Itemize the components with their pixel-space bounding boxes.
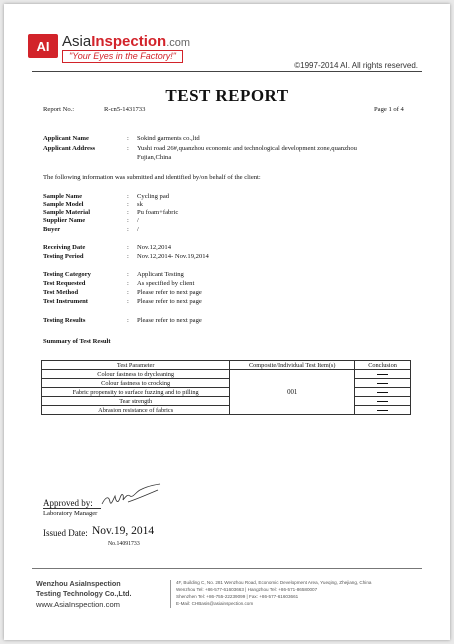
conclusion-dash [377,374,388,375]
colon: : [127,226,129,233]
conclusion-dash [377,401,388,402]
test-instrument-label: Test Instrument [43,298,88,305]
report-page [4,4,450,640]
colon: : [127,135,129,142]
table-row [42,388,411,397]
summary-heading: Summary of Test Result [43,338,111,345]
report-no-label: Report No.: [43,106,75,113]
sample-name-label: Sample Name [43,193,83,200]
footer-company [36,579,132,599]
test-parameter-cell: Tear strength [42,397,230,406]
colon: : [127,289,129,296]
test-items-cell: 001 [230,370,355,415]
table-row [42,397,411,406]
asiainspection-logo-icon [28,34,58,58]
copyright-notice: ©1997-2014 AI. All rights reserved. [294,61,418,70]
test-parameter-cell: Abrasion resistance of fabrics [42,406,230,415]
signature-image [100,482,170,512]
colon: : [127,244,129,251]
logo-tagline: "Your Eyes in the Factory!" [62,50,183,63]
colon: : [127,217,129,224]
test-parameter-cell: Colour fastness to drycleaning [42,370,230,379]
table-header-cell: Composite/Individual Test Item(s) [230,361,355,370]
conclusion-dash [377,410,388,411]
buyer-label: Buyer [43,226,61,233]
footer-company-line1: Wenzhou AsiaInspection [36,579,121,588]
test-requested-label: Test Requested [43,280,86,287]
footer-divider [32,568,422,569]
intro-text: The following information was submitted and identified by/on behalf of the client: [43,174,261,181]
issued-date-value: Nov.19, 2014 [92,525,155,537]
report-title: TEST REPORT [165,86,289,105]
test-parameter-cell: Colour fastness to crocking [42,379,230,388]
logo-wordmark [62,33,190,50]
colon: : [127,209,129,216]
sample-model-label: Sample Model [43,201,84,208]
conclusion-cell [355,388,411,397]
colon: : [127,271,129,278]
colon: : [127,145,129,152]
colon: : [127,317,129,324]
table-row [42,406,411,415]
issued-date-label: Issued Date: [43,528,88,538]
conclusion-cell [355,379,411,388]
receiving-date-label: Receiving Date [43,244,86,251]
sample-material-value: Pu foam+fabric [137,209,179,216]
footer-address-line3: Shenzhen Tel: +86-755-22239099 | Fax: +86-577-61603661 [176,594,299,599]
colon: : [127,280,129,287]
buyer-value: / [137,226,139,233]
test-method-label: Test Method [43,289,79,296]
footer-separator [170,580,171,608]
colon: : [127,298,129,305]
supplier-name-value: / [137,217,139,224]
footer-address-line4: E-Mail: CHBasis@asiainspection.com [176,601,254,606]
signature-line [43,508,101,509]
applicant-address-line1: Yushi road 26#,quanzhou economic and technological development zone,quanzhou [137,145,357,152]
testing-period-label: Testing Period [43,253,84,260]
sample-model-value: sk [137,201,143,208]
footer-website-link[interactable]: www.AsiaInspection.com [36,600,120,609]
colon: : [127,193,129,200]
colon: : [127,253,129,260]
conclusion-dash [377,383,388,384]
testing-results-value: Please refer to next page [137,317,202,324]
page-number: Page 1 of 4 [374,106,404,113]
testing-results-label: Testing Results [43,317,86,324]
conclusion-cell [355,370,411,379]
summary-table [41,360,411,415]
colon: : [127,201,129,208]
table-row [42,379,411,388]
table-row [42,370,411,379]
supplier-name-label: Supplier Name [43,217,86,224]
footer-address-line1: 4F, Building C, No. 281 Wenzhou Road, Economic Development Area, Yueqing, Zhejiang, China [176,580,372,585]
report-no-value: R-cn5-1431733 [104,106,146,113]
table-header-cell: Conclusion [355,361,411,370]
footer-address [176,579,371,607]
receiving-date-value: Nov.12,2014 [137,244,172,251]
logo-name-part2: Inspection [91,33,167,50]
approved-by-label: Approved by: [43,498,93,508]
test-requested-value: As specified by client [137,280,195,287]
testing-category-value: Applicant Testing [137,271,184,278]
conclusion-dash [377,392,388,393]
conclusion-cell [355,406,411,415]
applicant-address-label: Applicant Address [43,145,96,152]
applicant-name-label: Applicant Name [43,135,89,142]
approval-number: No.14091733 [108,541,140,547]
logo-mark: AI [36,38,50,54]
conclusion-cell [355,397,411,406]
test-method-value: Please refer to next page [137,289,202,296]
logo-domain: .com [166,37,191,49]
approver-role: Laboratory Manager [43,510,98,517]
test-parameter-cell: Fabric propensity to surface fuzzing and to pilling [42,388,230,397]
applicant-address-line2: Fujian,China [137,154,172,161]
applicant-name-value: Sokind garments co.,ltd [137,135,200,142]
test-instrument-value: Please refer to next page [137,298,202,305]
testing-category-label: Testing Category [43,271,91,278]
table-header-cell: Test Parameter [42,361,230,370]
table-header-row [42,361,411,370]
sample-material-label: Sample Material [43,209,91,216]
footer-company-line2: Testing Technology Co.,Ltd. [36,589,132,598]
logo-name-part1: Asia [62,33,92,50]
testing-period-value: Nov.12,2014- Nov.19,2014 [137,253,209,260]
sample-name-value: Cycling pad [137,193,170,200]
footer-address-line2: Wenzhou Tel: +86-577-61603663 | Hangzhou Tel: +86-571-86580007 [176,587,318,592]
header-divider [32,71,422,72]
